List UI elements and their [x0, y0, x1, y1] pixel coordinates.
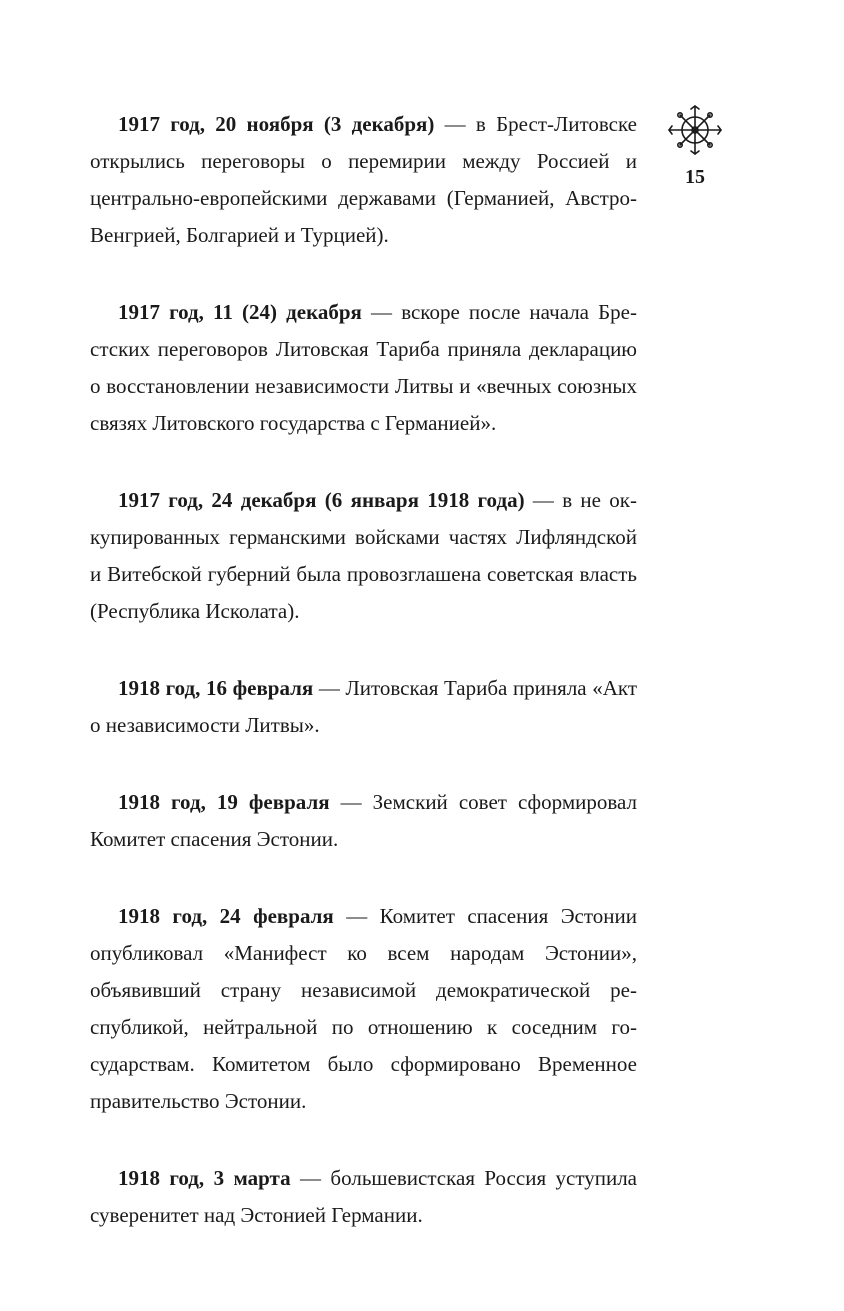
entry-text: — Комитет спасения Эстонии опубликовал «Манифест ко всем народам Эстонии», объявивший страну независимой демократической республикой, нейтральной по отношению к соседним государствам. Комитетом было сформировано Временное правительство Эстонии.: [90, 904, 637, 1113]
entry-text: — Земский совет сформировал Комитет спасения Эстонии.: [90, 790, 637, 851]
chronology-text: [90, 106, 637, 1274]
entry-text: — большевистская Россия уступила суверенитет над Эстонией Германии.: [90, 1166, 637, 1227]
snowflake-ornament-icon: [666, 104, 724, 156]
chronology-entry: [90, 898, 637, 1120]
entry-date: 1918 год, 24 февраля: [118, 904, 334, 928]
entry-date: 1917 год, 11 (24) декабря: [118, 300, 362, 324]
chronology-entry: [90, 482, 637, 630]
entry-date: 1918 год, 3 марта: [118, 1166, 291, 1190]
chronology-entry: [90, 106, 637, 254]
entry-text: — вскоре после начала Брестских переговоров Литовская Тариба приняла декларацию о восстановлении независимости Литвы и «вечных союзных связях Литовского государства с Германией».: [90, 300, 638, 435]
entry-text: — в не оккупированных германскими войсками частях Лифляндской и Витебской губерний была провозглашена советская власть (Республика Исколата).: [90, 488, 637, 623]
chronology-entry: [90, 784, 637, 858]
entry-text: — Литовская Тариба приняла «Акт о независимости Литвы».: [90, 676, 637, 737]
entry-date: 1917 год, 24 декабря (6 января 1918 года): [118, 488, 525, 512]
entry-text: — в Брест-Литовске открылись переговоры о перемирии между Россией и центрально-европейскими державами (Германией, Австро-Венгрией, Болгарией и Турцией).: [90, 112, 637, 247]
chronology-entry: [90, 294, 637, 442]
chronology-entry: [90, 670, 637, 744]
chronology-entry: [90, 1160, 637, 1234]
page-marker: [664, 104, 726, 189]
page-number: 15: [685, 166, 705, 188]
entry-date: 1918 год, 16 февраля: [118, 676, 314, 700]
entry-date: 1918 год, 19 февраля: [118, 790, 330, 814]
entry-date: 1917 год, 20 ноября (3 декабря): [118, 112, 435, 136]
